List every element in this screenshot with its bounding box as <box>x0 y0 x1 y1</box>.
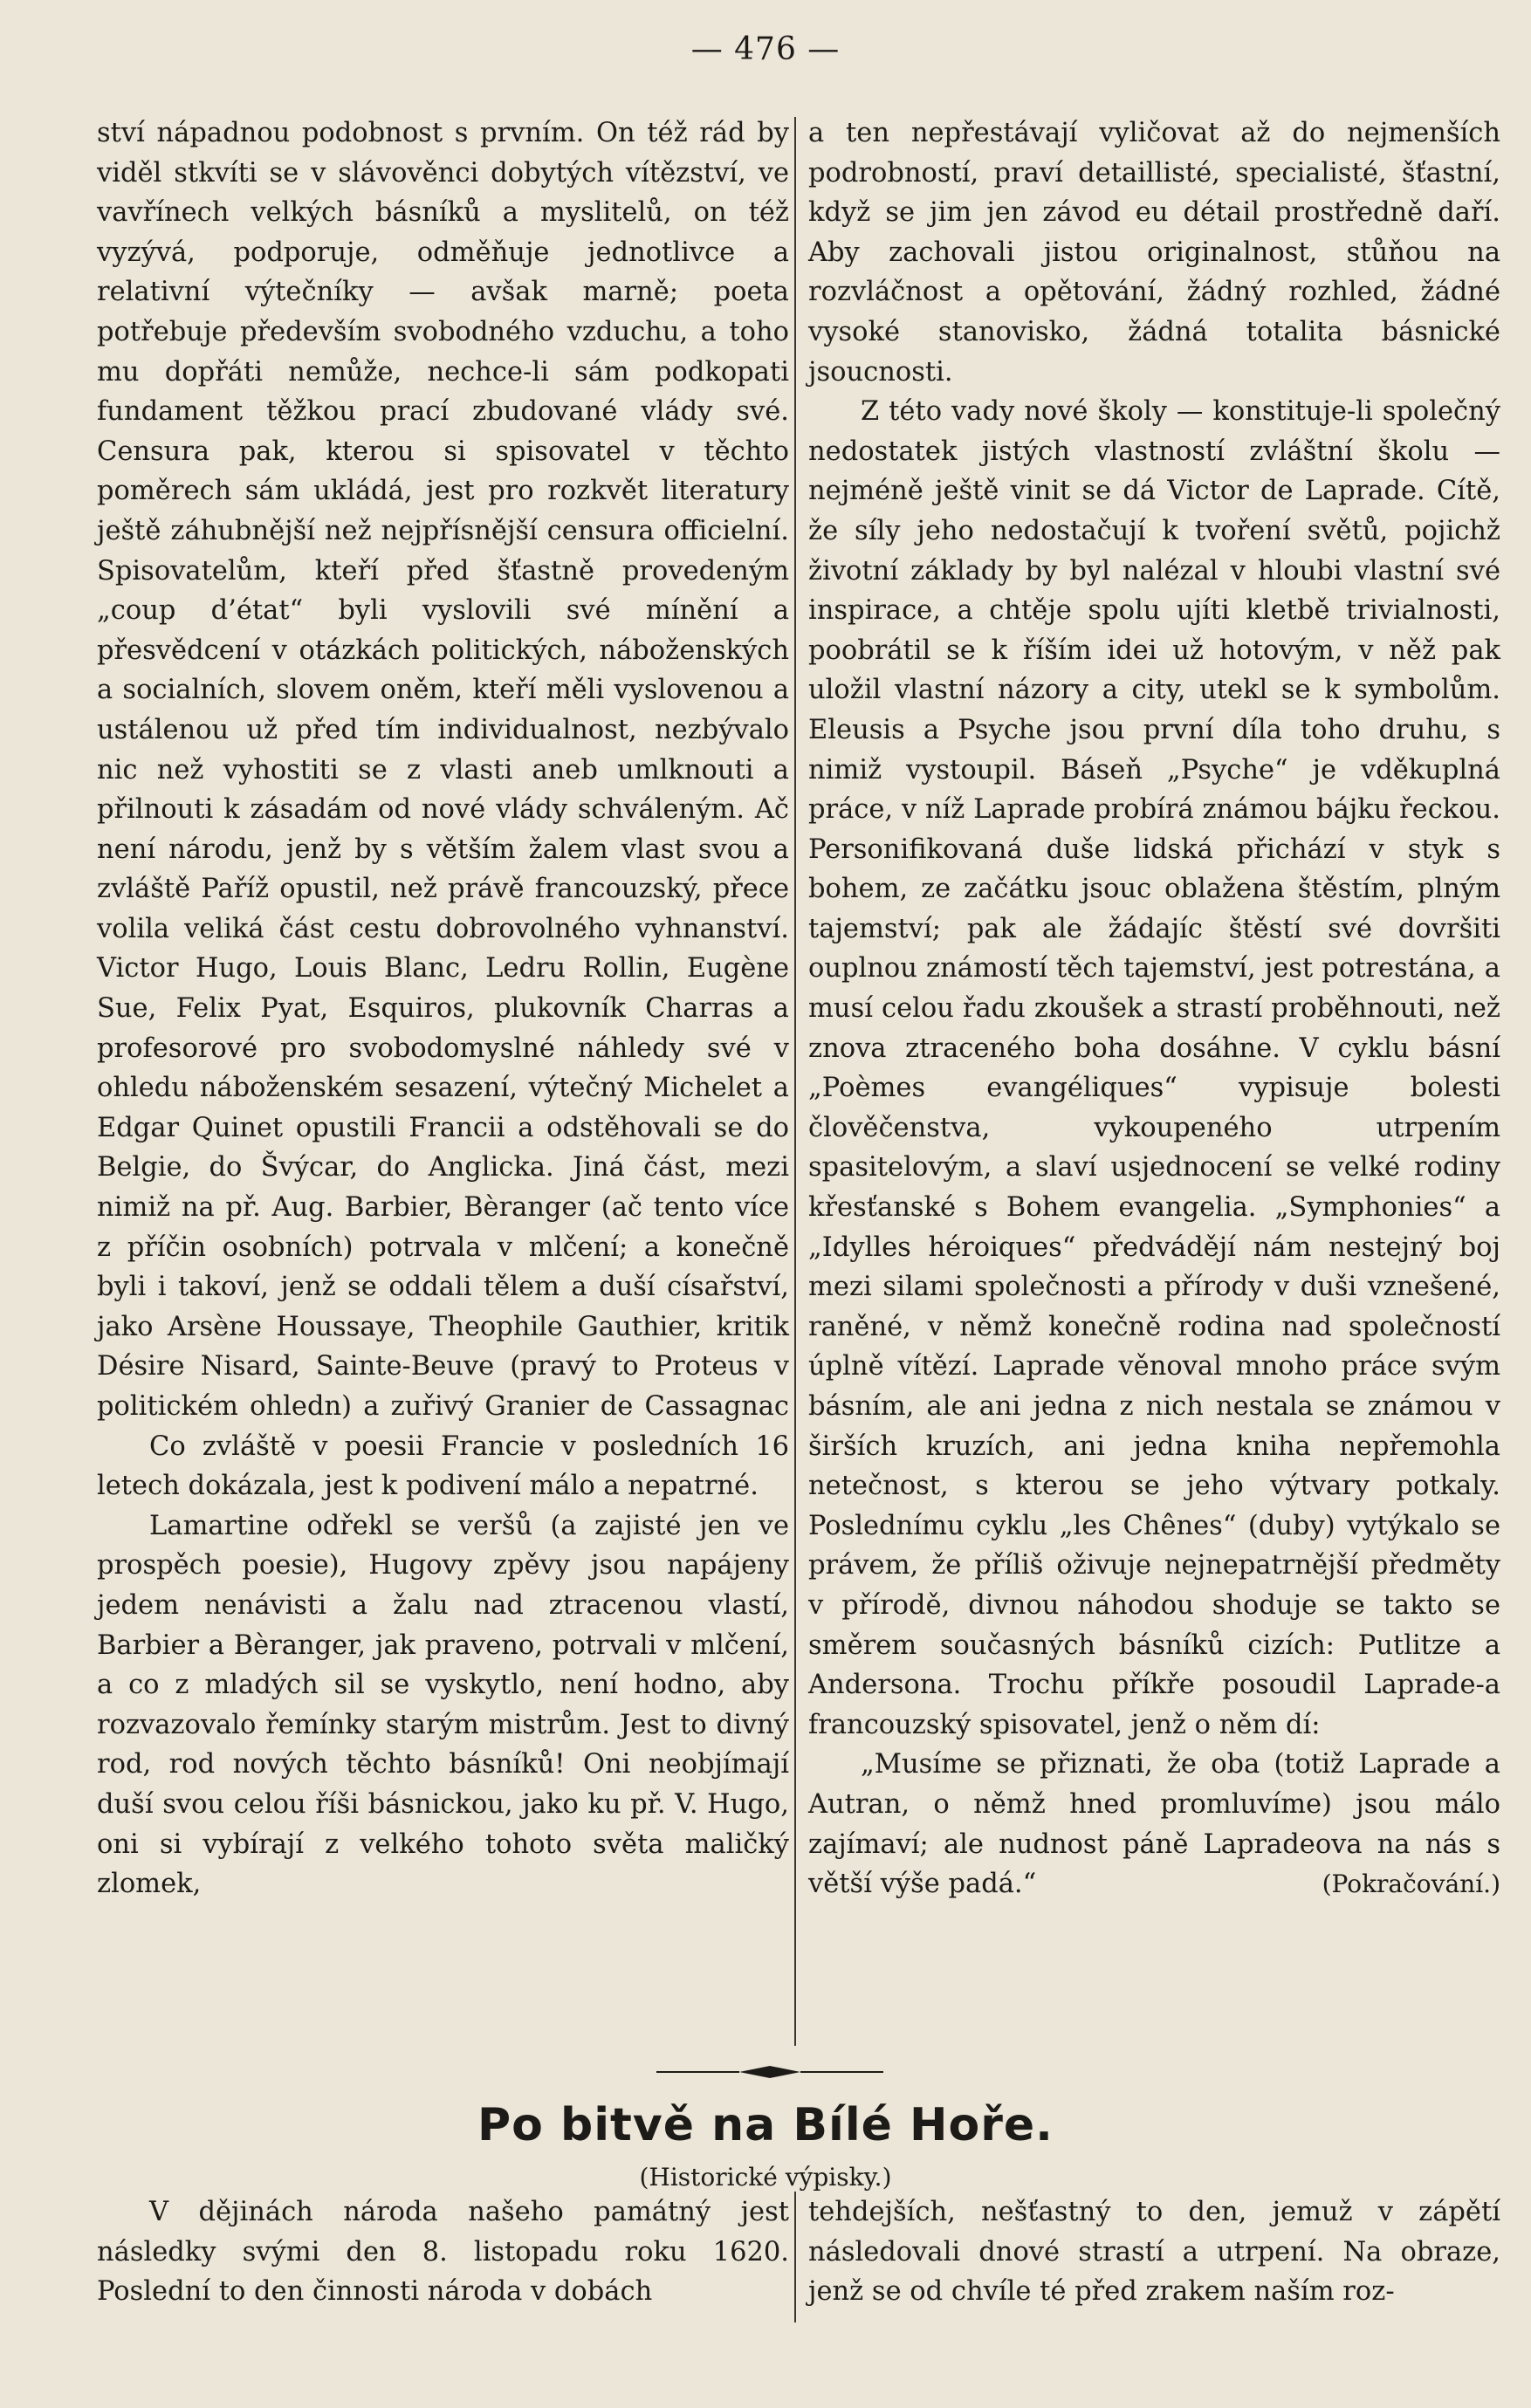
quote-text: „Musíme se přiznati, že oba (totiž Laprade a Autran, o němž hned promluvíme) jsou málo zajímaví; ale nudnost páně Lapradeova na nás s větší výše padá.“ <box>808 1749 1500 1900</box>
right-quote <box>808 1745 1500 1904</box>
page-number: — 476 — <box>690 31 841 67</box>
right-column <box>808 113 1500 1904</box>
article-column-divider <box>794 2192 796 2322</box>
left-paragraph-1: ství nápadnou podobnost s prvním. On též rád by viděl stkvíti se v slávověnci dobytých vítězství, ve vavřínech velkých básníků a myslitelů, on též vyzývá, podporuje, odměňuje jednotlivce a relativní výtečníky — avšak marně; poeta potřebuje především svobodného vzduchu, a toho mu dopřáti nemůže, nechce-li sám podkopati fundament těžkou prací zbudované vlády své. Censura pak, kterou si spisovatel v těchto poměrech sám ukládá, jest pro rozkvět literatury ještě záhubnější než nejpřísnější censura officielní. Spisovatelům, kteří před šťastně provedeným „coup d’état“ byli vyslovili své mínění a přesvědcení v otázkách politických, náboženských a socialních, slovem oněm, kteří měli vyslovenou a ustálenou už před tím individualnost, nezbývalo nic než vyhostiti se z vlasti aneb umlknouti a přilnouti k zásadám od nové vlády schváleným. Ač není národu, jenž by s větším žalem vlast svou a zvláště Paříž opustil, než právě francouzský, přece volila veliká část cestu dobrovolného vyhnanství. Victor Hugo, Louis Blanc, Ledru Rollin, Eugène Sue, Felix Pyat, Esquiros, plukovník Charras a profesorové pro svobodomyslné náhledy své v ohledu náboženském sesazení, výtečný Michelet a Edgar Quinet opustili Francii a odstěhovali se do Belgie, do Švýcar, do Anglicka. Jiná část, mezi nimiž na př. Aug. Barbier, Bèranger (ač tento více z příčin osobních) potrvala v mlčení; a konečně byli i takoví, jenž se oddali tělem a duší císařství, jako Arsène Houssaye, Theophile Gauthier, kritik Désire Nisard, Sainte-Beuve (pravý to Proteus v politickém ohledn) a zuřivý Granier de Cassagnac <box>97 118 789 1422</box>
article-subtitle: (Historické výpisky.) <box>639 2163 892 2192</box>
right-paragraph-1: a ten nepřestávají vyličovat až do nejmenších podrobností, praví detaillisté, specialisté, šťastní, když se jim jen závod eu détail prostředně daří. Aby zachovali jistou originalnost, stůňou na rozvláčnost a opětování, žádný rozhled, žádné vysoké stanovisko, žádná totalita básnické jsoucnosti. <box>808 118 1500 388</box>
article-right-column <box>808 2192 1500 2312</box>
article-right-text: tehdejších, nešťastný to den, jemuž v zápětí následovali dnové strastí a utrpení. Na obraze, jenž se od chvíle té před zrakem naším roz- <box>808 2197 1500 2308</box>
ornament-divider <box>656 2063 883 2081</box>
article-title: Po bitvě na Bílé Hoře. <box>477 2099 1054 2151</box>
continued-label: (Pokračování.) <box>1322 1869 1500 1899</box>
left-paragraph-3: Lamartine odřekl se veršů (a zajisté jen ve prospěch poesie), Hugovy zpěvy jsou napájeny jedem nenávisti a žalu nad ztracenou vlastí, Barbier a Bèranger, jak praveno, potrvali v mlčení, a co z mladých sil se vyskytlo, není hodno, aby rozvazovalo řemínky starým mistrům. Jest to divný rod, rod nových těchto básníků! Oni neobjímají duší svou celou říši básnickou, jako ku př. V. Hugo, oni si vybírají z velkého tohoto světa maličký zlomek, <box>97 1510 789 1900</box>
article-left-column <box>97 2192 789 2312</box>
left-paragraph-2: Co zvláště v poesii Francie v posledních 16 letech dokázala, jest k podivení málo a nepatrné. <box>97 1430 789 1502</box>
column-divider <box>794 117 796 2046</box>
right-paragraph-2: Z této vady nové školy — konstituje-li společný nedostatek jistých vlastností zvláštní školu — nejméně ještě vinit se dá Victor de Laprade. Cítě, že síly jeho nedostačují k tvoření světů, pojichž životní základy by byl nalézal v hloubi vlastní své inspirace, a chtěje spolu ujíti kletbě trivialnosti, poobrátil se k říším idei už hotovým, v něž pak uložil vlastní názory a city, utekl se k symbolům. Eleusis a Psyche jsou první díla toho druhu, s nimiž vystoupil. Báseň „Psyche“ je vděkuplná práce, v níž Laprade probírá známou bájku řeckou. Personifikovaná duše lidská přichází v styk s bohem, ze začátku jsouc oblažena štěstím, plným tajemství; pak ale žádajíc štěstí své dovršiti ouplnou známostí těch tajemství, jest potrestána, a musí celou řadu zkoušek a strastí proběhnouti, než znova ztraceného boha dosáhne. V cyklu básní „Poèmes evangéliques“ vypisuje bolesti člověčenstva, vykoupeného utrpením spasitelovým, a slaví usjednocení se velké rodiny křesťanské s Bohem evangelia. „Symphonies“ a „Idylles héroiques“ předvádějí nám nestejný boj mezi silami společnosti a přírody v duši vznešené, raněné, v němž konečně rodina nad společností úplně vítězí. Laprade věnoval mnoho práce svým básním, ale ani jedna z nich nestala se známou v širších kruzích, ani jedna kniha nepřemohla netečnost, s kterou se jeho výtvary potkaly. Poslednímu cyklu „les Chênes“ (duby) vytýkalo se právem, že příliš oživuje nejnepatrnější předměty v přírodě, divnou náhodou shoduje se takto se směrem současných básníků cizích: Putlitze a Andersona. Trochu příkře posoudil Laprade-a francouzský spisovatel, jenž o něm dí: <box>808 396 1500 1740</box>
article-left-text: V dějinách národa našeho památný jest následky svými den 8. listopadu roku 1620. Poslední to den činnosti národa v dobách <box>97 2197 789 2308</box>
left-column <box>97 113 789 1904</box>
